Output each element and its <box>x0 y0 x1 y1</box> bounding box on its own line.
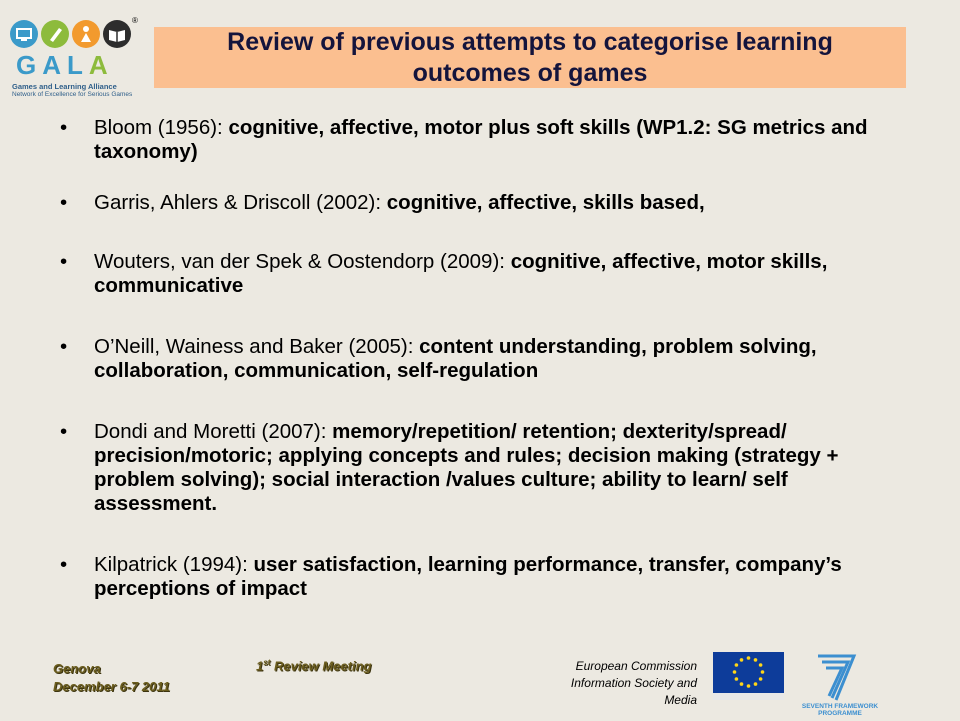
logo-letter: L <box>67 50 89 80</box>
bullet-source: Bloom (1956): <box>94 116 229 139</box>
eu-flag-caption <box>713 693 784 700</box>
fp7-logo <box>792 650 888 716</box>
bullet-categories: memory/repetition/ retention; dexterity/spread/ precision/motoric; applying concepts and rules; decision making (strategy + problem solving); social interaction /values culture; ability to learn/ self assessment. <box>94 420 839 515</box>
footer-meeting <box>256 658 372 673</box>
book-icon <box>103 20 131 48</box>
fp7-icon <box>792 650 888 716</box>
bullet-glyph: • <box>60 191 68 214</box>
footer-location <box>53 660 170 696</box>
bullet-source: Garris, Ahlers & Driscoll (2002): <box>94 191 387 214</box>
logo-letter: G <box>16 50 43 80</box>
screen-icon <box>10 20 38 48</box>
meeting-number: 1 <box>256 658 264 674</box>
bullet-glyph: • <box>60 420 68 443</box>
logo-wordmark <box>16 52 114 78</box>
bullet-item <box>56 250 906 298</box>
bullet-source: Kilpatrick (1994): <box>94 553 254 576</box>
ec-line: Information Society and <box>570 676 697 690</box>
bullet-glyph: • <box>60 553 68 576</box>
eu-stars <box>713 652 784 694</box>
logo-subtagline: Network of Excellence for Serious Games <box>12 91 133 98</box>
bullet-categories: cognitive, affective, motor plus soft skills (WP1.2: SG metrics and taxonomy) <box>94 116 868 163</box>
bullet-item <box>56 191 906 215</box>
bullet-source: Dondi and Moretti (2007): <box>94 420 333 443</box>
logo-letter: A <box>88 50 114 80</box>
gala-logo <box>8 14 142 100</box>
meeting-text: Review Meeting <box>270 658 372 674</box>
ec-line: European Commission <box>575 659 697 673</box>
bullet-glyph: • <box>60 250 68 273</box>
ec-line: Media <box>664 693 697 707</box>
bullet-glyph: • <box>60 116 68 139</box>
logo-tagline: Games and Learning Alliance <box>12 82 117 91</box>
fp7-line: SEVENTH FRAMEWORK <box>801 703 879 710</box>
bullet-categories: user satisfaction, learning performance, transfer, company’s perceptions of impact <box>94 553 842 600</box>
footer-date: December 6-7 2011 <box>53 679 170 694</box>
bullet-source: Wouters, van der Spek & Oostendorp (2009): <box>94 250 511 273</box>
fp7-line: PROGRAMME <box>818 710 862 716</box>
title-banner <box>154 27 906 88</box>
logo-letter: A <box>42 50 68 80</box>
bullet-categories: cognitive, affective, skills based, <box>386 191 705 214</box>
bullet-item <box>56 420 906 516</box>
person-icon <box>72 20 100 48</box>
eu-flag-icon <box>713 652 784 700</box>
bullet-glyph: • <box>60 335 68 358</box>
bullet-item <box>56 335 906 383</box>
bullet-item <box>56 553 906 601</box>
bullet-item <box>56 116 906 164</box>
bullet-categories: cognitive, affective, motor skills, communicative <box>94 250 828 297</box>
footer-city: Genova <box>53 661 101 676</box>
registered-mark: ® <box>132 16 138 25</box>
bullet-categories: content understanding, problem solving, collaboration, communication, self-regulation <box>94 335 817 382</box>
footer-ec <box>510 658 697 709</box>
logo-icons <box>8 14 142 54</box>
pencil-icon <box>41 20 69 48</box>
slide-title: Review of previous attempts to categorise learning outcomes of games <box>227 27 833 87</box>
meeting-ordinal: st <box>263 658 271 667</box>
bullet-list <box>56 116 906 601</box>
bullet-source: O’Neill, Wainess and Baker (2005): <box>94 335 420 358</box>
